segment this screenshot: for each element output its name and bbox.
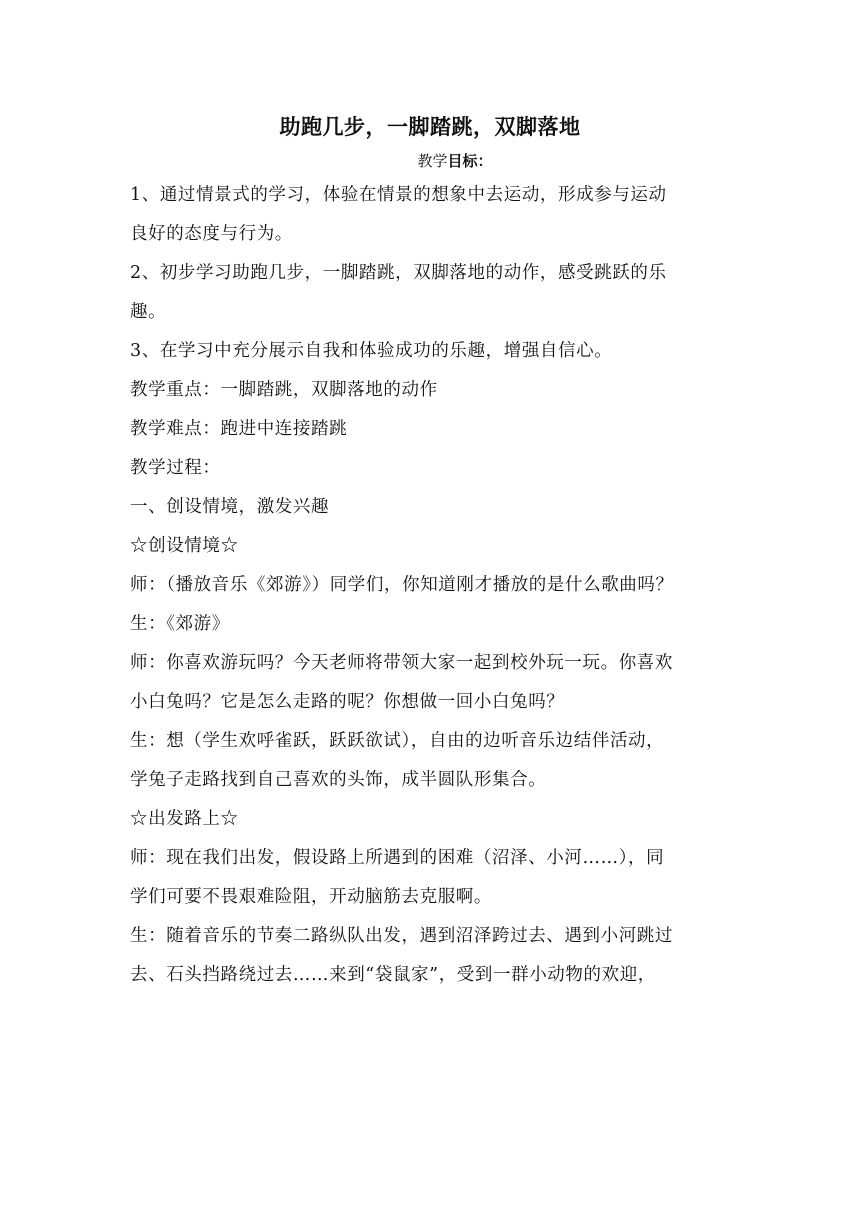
- paragraph: [130, 176, 732, 254]
- paragraph: [130, 332, 732, 371]
- paragraph: [130, 410, 732, 449]
- paragraph: [130, 605, 732, 644]
- text-line: 师：（播放音乐《郊游》）同学们，你知道刚才播放的是什么歌曲吗？: [130, 575, 674, 595]
- section-heading-plain: 教学: [417, 152, 448, 170]
- text-line: 2、初步学习助跑几步，一脚踏跳，双脚落地的动作，感受跳跃的乐: [130, 263, 667, 283]
- text-line: 师：现在我们出发，假设路上所遇到的困难（沼泽、小河……），同: [130, 848, 665, 868]
- text-line: 教学重点：一脚踏跳，双脚落地的动作: [130, 380, 438, 400]
- text-line: 生：想（学生欢呼雀跃，跃跃欲试），自由的边听音乐边结伴活动，: [130, 731, 665, 751]
- paragraph: [130, 800, 732, 839]
- paragraph: [130, 839, 732, 917]
- paragraph: [130, 722, 732, 800]
- text-line: 去、石头挡路绕过去……来到“袋鼠家”，受到一群小动物的欢迎，: [130, 965, 656, 985]
- text-line: 学兔子走路找到自己喜欢的头饰，成半圆队形集合。: [130, 770, 547, 790]
- document-body: [130, 176, 732, 995]
- text-line: 教学过程：: [130, 458, 221, 478]
- text-line: 一、创设情境，激发兴趣: [130, 497, 330, 517]
- paragraph: [130, 371, 732, 410]
- text-line: 3、在学习中充分展示自我和体验成功的乐趣，增强自信心。: [130, 341, 613, 361]
- paragraph: [130, 527, 732, 566]
- document-title: 助跑几步，一脚踏跳，双脚落地: [279, 115, 581, 139]
- paragraph: [130, 488, 732, 527]
- text-line: ☆创设情境☆: [130, 536, 239, 556]
- text-line: ☆出发路上☆: [130, 809, 239, 829]
- paragraph: [130, 644, 732, 722]
- text-line: 师：你喜欢游玩吗？今天老师将带领大家一起到校外玩一玩。你喜欢: [130, 653, 673, 673]
- text-line: 良好的态度与行为。: [130, 224, 293, 244]
- text-line: 生：随着音乐的节奏二路纵队出发，遇到沼泽跨过去、遇到小河跳过: [130, 926, 673, 946]
- paragraph: [130, 917, 732, 995]
- text-line: 教学难点：跑进中连接踏跳: [130, 419, 348, 439]
- section-heading-bold: 目标：: [447, 152, 493, 170]
- paragraph: [130, 254, 732, 332]
- text-line: 1、通过情景式的学习，体验在情景的想象中去运动，形成参与运动: [130, 185, 667, 205]
- paragraph: [130, 566, 732, 605]
- paragraph: [130, 449, 732, 488]
- text-line: 学们可要不畏艰难险阻，开动脑筋去克服啊。: [130, 887, 492, 907]
- text-line: 趣。: [130, 302, 167, 322]
- text-line: 生：《郊游》: [130, 614, 230, 634]
- section-heading: [0, 150, 860, 172]
- text-line: 小白兔吗？它是怎么走路的呢？你想做一回小白兔吗？: [130, 692, 565, 712]
